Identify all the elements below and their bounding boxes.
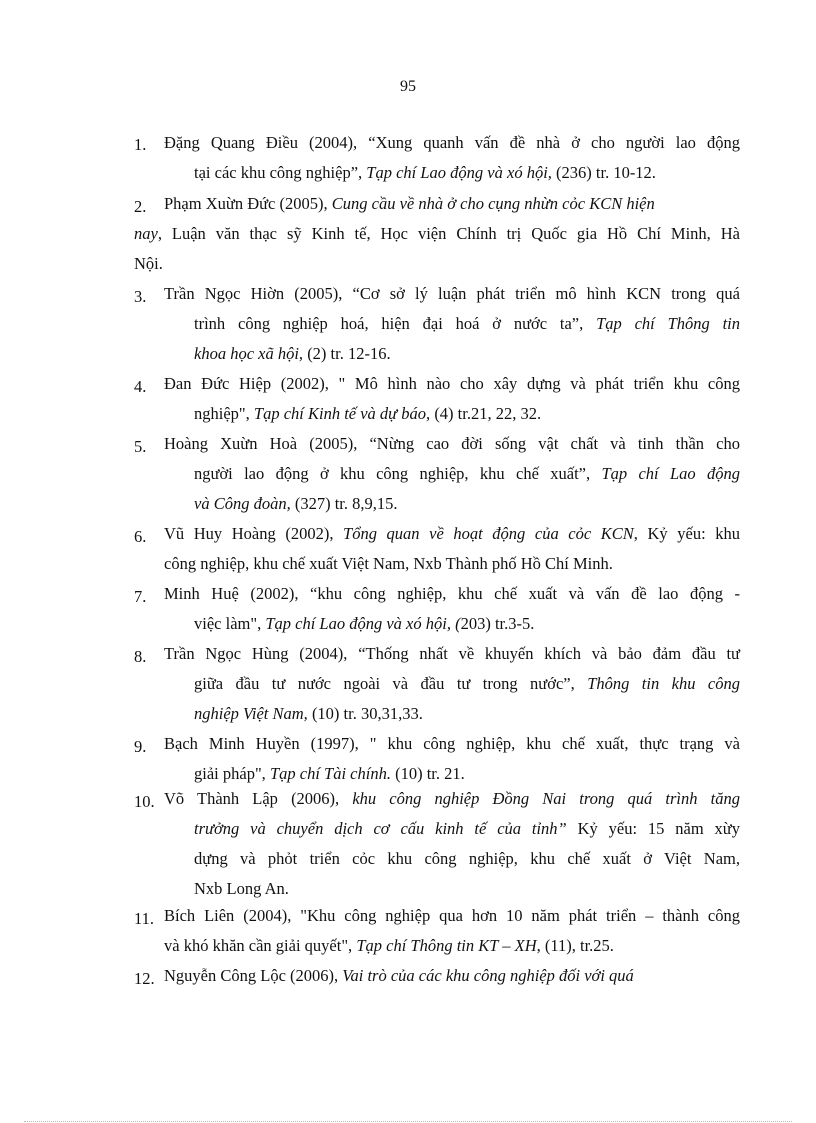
reference-number: 3. — [134, 287, 147, 306]
reference-text: giải pháp", — [194, 764, 270, 783]
reference-title: nay — [134, 224, 158, 243]
reference-line — [164, 429, 740, 459]
reference-text: công nghiệp, khu chế xuất Việt Nam, Nxb Thành phố Hồ Chí Minh. — [164, 554, 613, 573]
reference-number: 10. — [134, 792, 155, 811]
reference-number: 12. — [134, 969, 155, 988]
reference-text: , Kỷ yếu: khu — [633, 524, 740, 543]
reference-title: Vai trò của các khu công nghiệp đối với quá — [342, 966, 634, 985]
reference-line — [194, 844, 740, 874]
reference-line — [194, 609, 534, 639]
reference-text: người lao động ở khu công nghiệp, khu chế xuất”, — [194, 464, 602, 483]
reference-number: 1. — [134, 135, 147, 154]
reference-line — [194, 669, 740, 699]
reference-text: (2) tr. 12-16. — [303, 344, 391, 363]
reference-text: 203) tr.3-5. — [460, 614, 535, 633]
reference-line — [164, 519, 740, 549]
reference-title: Tạp chí Kinh tế và dự báo, — [253, 404, 431, 423]
reference-text: Phạm Xuừn Đức (2005), — [164, 194, 332, 213]
reference-title: nghiệp Việt Nam, — [194, 704, 308, 723]
reference-text: nghiệp", — [194, 404, 254, 423]
reference-line — [164, 901, 740, 931]
reference-text: Nxb Long An. — [194, 879, 289, 898]
page-bottom-border — [24, 1121, 792, 1122]
reference-number: 8. — [134, 647, 147, 666]
reference-title: Cung cầu về nhà ở cho cụng nhừn cỏc KCN hiện — [331, 194, 655, 213]
reference-text: , Luận văn thạc sỹ Kinh tế, Học viện Chính trị Quốc gia Hồ Chí Minh, Hà — [157, 224, 740, 243]
reference-text: Nguyễn Công Lộc (2006), — [164, 966, 343, 985]
reference-title: Tạp chí Tài chính. — [269, 764, 391, 783]
reference-text: Trần Ngọc Hiờn (2005), “Cơ sở lý luận phát triển mô hình KCN trong quá — [164, 284, 740, 303]
reference-number: 11. — [134, 909, 155, 928]
reference-title: Thông tin khu công — [587, 674, 740, 693]
reference-title: Tạp chí Lao động — [601, 464, 740, 483]
reference-text: Vũ Huy Hoàng (2002), — [164, 524, 344, 543]
reference-line — [194, 459, 740, 489]
reference-text: Hoàng Xuừn Hoà (2005), “Nừng cao đời sống vật chất và tinh thần cho — [164, 434, 740, 453]
reference-title: Tạp chí Thông tin KT – XH — [356, 936, 537, 955]
reference-line — [164, 128, 740, 158]
reference-text: (10) tr. 21. — [390, 764, 465, 783]
reference-line — [164, 639, 740, 669]
reference-text: trình công nghiệp hoá, hiện đại hoá ở nước ta”, — [194, 314, 597, 333]
reference-text: Kỷ yếu: 15 năm xừy — [566, 819, 740, 838]
reference-text: và khó khăn cần giải quyết", — [164, 936, 357, 955]
reference-text: (236) tr. 10-12. — [551, 163, 656, 182]
reference-text: dựng và phỏt triển cỏc khu công nghiệp, khu chế xuất ở Việt Nam, — [194, 849, 740, 868]
reference-text: Bạch Minh Huyền (1997), " khu công nghiệp, khu chế xuất, thực trạng và — [164, 734, 740, 753]
reference-number: 6. — [134, 527, 147, 546]
reference-line — [164, 189, 655, 219]
reference-number: 2. — [134, 197, 147, 216]
reference-text: Nội. — [134, 254, 163, 273]
reference-line — [164, 369, 740, 399]
reference-text: Võ Thành Lập (2006), — [164, 789, 353, 808]
reference-title: trưởng và chuyển dịch cơ cấu kinh tế của tỉnh” — [194, 819, 567, 838]
reference-title: và Công đoàn, — [194, 494, 291, 513]
reference-line — [194, 399, 541, 429]
reference-text: giữa đầu tư nước ngoài và đầu tư trong nước”, — [194, 674, 588, 693]
reference-line — [194, 339, 391, 369]
reference-text: Đan Đức Hiệp (2002), " Mô hình nào cho xây dựng và phát triển khu công — [164, 374, 740, 393]
reference-number: 9. — [134, 737, 147, 756]
reference-number: 4. — [134, 377, 147, 396]
reference-text: Trần Ngọc Hùng (2004), “Thống nhất về khuyến khích và bảo đảm đầu tư — [164, 644, 740, 663]
reference-text: Minh Huệ (2002), “khu công nghiệp, khu chế xuất và vấn đề lao động - — [164, 584, 740, 603]
reference-line — [134, 249, 163, 279]
reference-text: tại các khu công nghiệp”, — [194, 163, 367, 182]
reference-title: Tạp chí Lao động và xó hội, ( — [265, 614, 461, 633]
reference-line — [194, 158, 656, 188]
reference-number: 5. — [134, 437, 147, 456]
reference-line — [164, 961, 634, 991]
reference-text: (10) tr. 30,31,33. — [307, 704, 423, 723]
reference-line — [194, 814, 740, 844]
reference-text: Đặng Quang Điều (2004), “Xung quanh vấn đề nhà ở cho người lao động — [164, 133, 740, 152]
reference-number: 7. — [134, 587, 147, 606]
reference-title: Tạp chí Lao động và xó hội, — [366, 163, 552, 182]
reference-line — [164, 931, 614, 961]
reference-text: , (11), tr.25. — [536, 936, 614, 955]
reference-line — [164, 729, 740, 759]
reference-line — [194, 874, 289, 904]
reference-line — [134, 219, 740, 249]
reference-line — [164, 549, 613, 579]
reference-text: (4) tr.21, 22, 32. — [430, 404, 542, 423]
reference-title: Tổng quan về hoạt động của cỏc KCN — [343, 524, 634, 543]
reference-line — [194, 309, 740, 339]
reference-text: Bích Liên (2004), "Khu công nghiệp qua hơn 10 năm phát triển – thành công — [164, 906, 740, 925]
reference-line — [164, 579, 740, 609]
reference-line — [164, 279, 740, 309]
reference-title: khoa học xã hội, — [194, 344, 304, 363]
reference-title: khu công nghiệp Đồng Nai trong quá trình tăng — [352, 789, 740, 808]
reference-text: việc làm", — [194, 614, 266, 633]
reference-text: (327) tr. 8,9,15. — [290, 494, 398, 513]
reference-line — [194, 699, 423, 729]
page-number: 95 — [400, 78, 416, 95]
reference-line — [164, 784, 740, 814]
reference-line — [194, 489, 398, 519]
reference-title: Tạp chí Thông tin — [596, 314, 740, 333]
